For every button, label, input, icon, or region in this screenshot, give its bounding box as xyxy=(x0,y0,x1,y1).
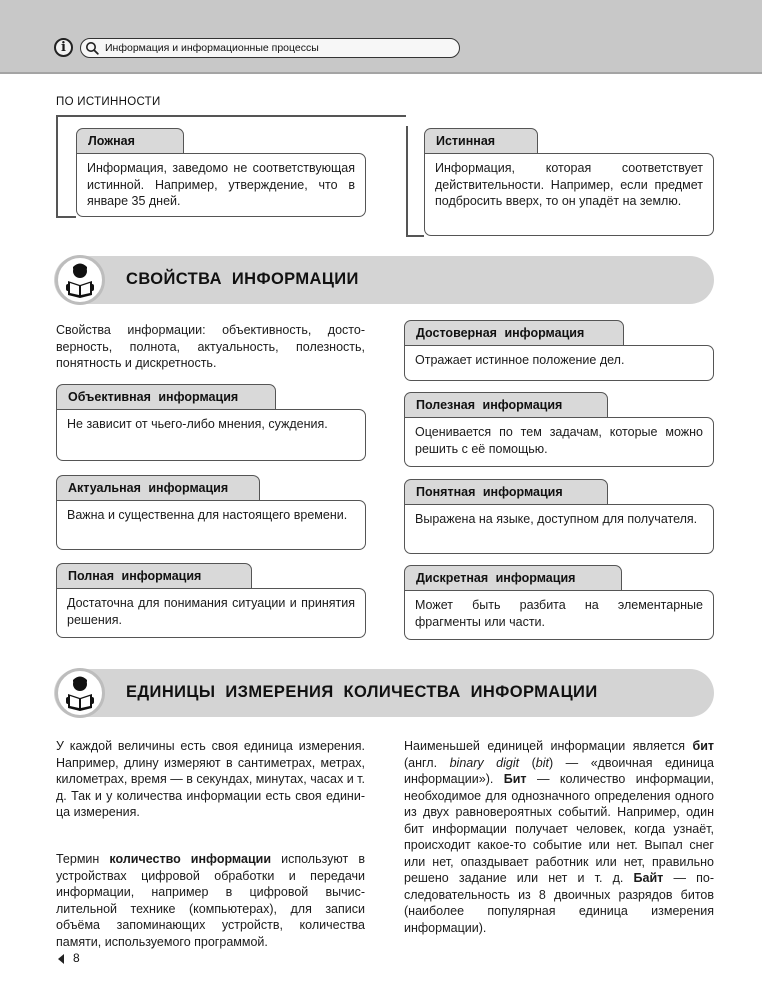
units-left-paragraph-2: Термин количество информации используют в устройствах цифровой обработки и передачи информации, например в цифровой вычислительной технике (компьютерах), для записи объёма запоминающих устройств, количества памяти, используемого программой. xyxy=(56,852,365,949)
actual-info-box: Важна и существенна для настоящего времени. xyxy=(56,500,366,550)
complete-info-box: Достаточна для понимания ситуации и принятия решения. xyxy=(56,588,366,638)
page-number: 8 xyxy=(73,951,80,965)
search-icon xyxy=(85,41,99,55)
reliable-info-tab: Достоверная информация xyxy=(404,320,624,346)
true-info-box: Информация, которая соответствует действительности. Например, если предмет подбросить вверх, то он упадёт на землю. xyxy=(424,153,714,236)
reliable-info-box: Отражает истинное положение дел. xyxy=(404,345,714,381)
bracket-line xyxy=(406,235,424,237)
search-bar[interactable] xyxy=(80,38,460,58)
units-right-paragraph: Наименьшей единицей информации является бит (англ. binary digit (bit) — «двоичная единица информации»). Бит — количество информации, необходимое для однозначного определения одного из двух равновероятных событий. Например, один бит информации получает человек, когда узнаёт, происходит какое-то событие или нет. Выпал снег или нет, опаздывает работник или нет, правильно решено задание или нет и т. д. Байт — последовательность из 8 двоичных разрядов битов (наиболее популярная единица измерения информации). xyxy=(404,739,714,935)
false-info-tab: Ложная xyxy=(76,128,184,154)
false-info-box: Информация, заведомо не соответствующая истинной. Например, утверждение, что в январе 35 дней. xyxy=(76,153,366,217)
understandable-info-tab: Понятная информация xyxy=(404,479,608,505)
section-banner-units xyxy=(54,669,714,717)
term-byte: Байт xyxy=(633,871,664,885)
understandable-info-box: Выражена на языке, доступном для получателя. xyxy=(404,504,714,554)
reader-icon xyxy=(55,255,105,305)
truth-section-label: ПО ИСТИННОСТИ xyxy=(56,96,161,108)
objective-info-box: Не зависит от чьего-либо мнения, суждения. xyxy=(56,409,366,461)
actual-info-tab: Актуальная информация xyxy=(56,475,260,501)
discrete-info-tab: Дискретная информация xyxy=(404,565,622,591)
true-info-tab: Истинная xyxy=(424,128,538,154)
page-arrow-icon xyxy=(58,954,64,964)
useful-info-box: Оценивается по тем задачам, которые можно решить с её помощью. xyxy=(404,417,714,467)
bracket-line xyxy=(56,115,406,117)
properties-intro: Свойства информации: объективность, достоверность, полнота, актуальность, полезность, понятность и дискретность. xyxy=(56,323,365,370)
reader-icon xyxy=(55,668,105,718)
useful-info-tab: Полезная информация xyxy=(404,392,608,418)
term-bit-definition: Бит xyxy=(503,772,527,786)
discrete-info-box: Может быть разбита на элементарные фрагменты или части. xyxy=(404,590,714,640)
term-bit: бит xyxy=(692,739,714,753)
section-title: СВОЙСТВА ИНФОРМАЦИИ xyxy=(126,270,359,288)
units-left-paragraph-1: У каждой величины есть своя единица измерения. Например, длину измеряют в сантиметрах, метрах, километрах, время — в секундах, минутах, часах и т. д. Так и у количества информации есть своя единица измерения. xyxy=(56,739,365,819)
section-banner-properties xyxy=(54,256,714,304)
term-amount-of-information: количество информации xyxy=(109,852,272,866)
header-bar xyxy=(0,0,762,74)
complete-info-tab: Полная информация xyxy=(56,563,252,589)
section-title: ЕДИНИЦЫ ИЗМЕРЕНИЯ КОЛИЧЕСТВА ИНФОРМАЦИИ xyxy=(126,683,598,701)
objective-info-tab: Объективная информация xyxy=(56,384,276,410)
info-icon[interactable]: i xyxy=(54,38,73,57)
bracket-line xyxy=(56,216,76,218)
bracket-line xyxy=(406,126,408,236)
bracket-line xyxy=(56,115,58,217)
search-text: Информация и информационные процессы xyxy=(105,42,319,54)
